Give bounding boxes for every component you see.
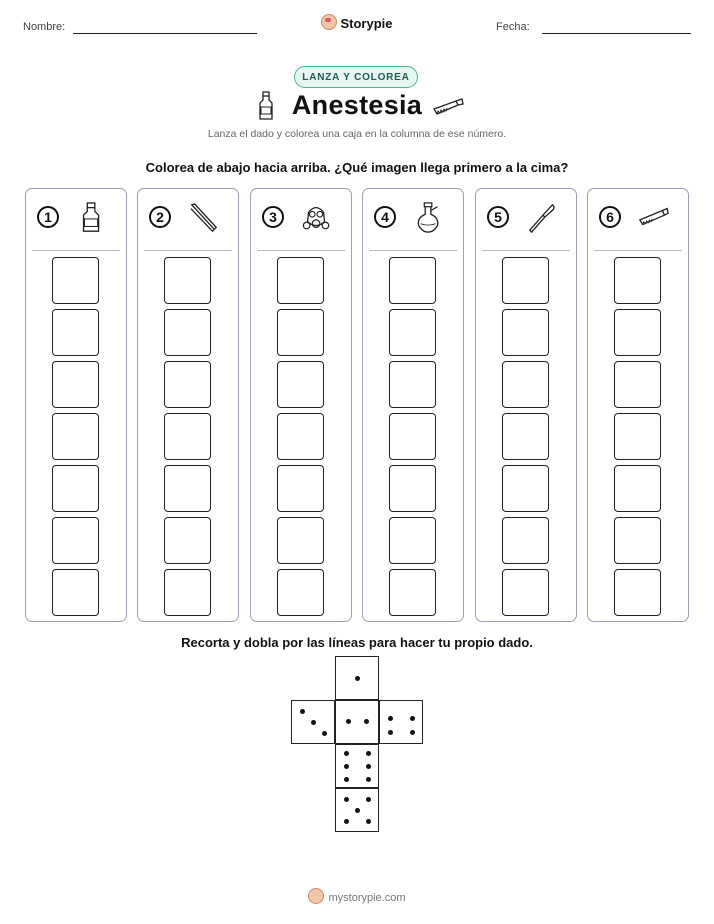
color-box[interactable]	[164, 413, 211, 460]
dice-instruction: Recorta y dobla por las líneas para hacer tu propio dado.	[181, 635, 533, 650]
dice-pip	[366, 819, 371, 824]
color-box[interactable]	[164, 361, 211, 408]
storypie-mascot-icon	[308, 888, 324, 904]
footer	[0, 888, 714, 904]
color-box[interactable]	[277, 361, 324, 408]
color-box[interactable]	[389, 361, 436, 408]
dice-face-1	[335, 656, 379, 700]
bottle-icon	[76, 201, 108, 235]
color-box[interactable]	[614, 413, 661, 460]
saw-icon	[432, 97, 464, 117]
saw-icon	[638, 201, 670, 235]
dice-pip	[344, 777, 349, 782]
scalpel-icon	[526, 201, 558, 235]
dice-pip	[311, 720, 316, 725]
dice-pip	[364, 719, 369, 724]
color-box[interactable]	[614, 569, 661, 616]
column-4	[362, 188, 464, 622]
color-box[interactable]	[502, 309, 549, 356]
color-box[interactable]	[502, 569, 549, 616]
color-box[interactable]	[277, 257, 324, 304]
color-box[interactable]	[502, 361, 549, 408]
gas-mask-icon	[301, 201, 333, 235]
color-box[interactable]	[389, 517, 436, 564]
column-divider	[369, 250, 457, 251]
color-box[interactable]	[277, 309, 324, 356]
column-number: 2	[149, 206, 171, 228]
instruction-text: Colorea de abajo hacia arriba. ¿Qué imagen llega primero a la cima?	[145, 160, 569, 175]
column-number: 5	[487, 206, 509, 228]
dice-face-3	[291, 700, 335, 744]
dice-face-4	[379, 700, 423, 744]
brand-logo	[0, 14, 714, 31]
dice-pip	[366, 764, 371, 769]
color-box[interactable]	[52, 517, 99, 564]
dice-pip	[344, 819, 349, 824]
page-title: Anestesia	[291, 90, 423, 120]
dice-face-6	[335, 744, 379, 788]
dice-pip	[355, 676, 360, 681]
color-box[interactable]	[502, 413, 549, 460]
dice-pip	[388, 716, 393, 721]
footer-url[interactable]: mystorypie.com	[328, 892, 406, 904]
date-line[interactable]	[542, 33, 691, 34]
color-box[interactable]	[277, 569, 324, 616]
color-box[interactable]	[164, 309, 211, 356]
color-box[interactable]	[502, 517, 549, 564]
dice-pip	[410, 716, 415, 721]
dice-pip	[344, 797, 349, 802]
dice-face-5	[335, 788, 379, 832]
name-label: Nombre:	[23, 21, 66, 33]
flask-icon	[413, 201, 445, 235]
color-box[interactable]	[52, 569, 99, 616]
tweezers-icon	[188, 201, 220, 235]
column-5	[475, 188, 577, 622]
color-box[interactable]	[52, 465, 99, 512]
brand-name: Storypie	[340, 16, 393, 31]
dice-pip	[366, 777, 371, 782]
dice-pip	[366, 797, 371, 802]
color-box[interactable]	[614, 309, 661, 356]
column-2	[137, 188, 239, 622]
column-number: 4	[374, 206, 396, 228]
column-1	[25, 188, 127, 622]
color-box[interactable]	[52, 309, 99, 356]
color-box[interactable]	[164, 569, 211, 616]
color-box[interactable]	[52, 257, 99, 304]
column-divider	[594, 250, 682, 251]
activity-badge: LANZA Y COLOREA	[294, 66, 418, 88]
bottle-icon	[257, 91, 275, 121]
color-box[interactable]	[389, 569, 436, 616]
dice-pip	[388, 730, 393, 735]
name-line[interactable]	[73, 33, 257, 34]
color-box[interactable]	[277, 517, 324, 564]
dice-pip	[355, 808, 360, 813]
dice-pip	[410, 730, 415, 735]
dice-pip	[346, 719, 351, 724]
column-number: 6	[599, 206, 621, 228]
color-box[interactable]	[389, 309, 436, 356]
dice-face-2	[335, 700, 379, 744]
color-box[interactable]	[502, 257, 549, 304]
column-divider	[482, 250, 570, 251]
column-number: 1	[37, 206, 59, 228]
date-label: Fecha:	[496, 21, 530, 33]
column-divider	[257, 250, 345, 251]
color-box[interactable]	[389, 465, 436, 512]
color-box[interactable]	[164, 517, 211, 564]
color-box[interactable]	[52, 361, 99, 408]
dice-pip	[322, 731, 327, 736]
color-box[interactable]	[389, 413, 436, 460]
color-box[interactable]	[164, 465, 211, 512]
column-divider	[32, 250, 120, 251]
color-box[interactable]	[389, 257, 436, 304]
color-box[interactable]	[502, 465, 549, 512]
column-3	[250, 188, 352, 622]
color-box[interactable]	[614, 517, 661, 564]
dice-pip	[366, 751, 371, 756]
color-box[interactable]	[614, 465, 661, 512]
dice-pip	[300, 709, 305, 714]
dice-pip	[344, 751, 349, 756]
column-divider	[144, 250, 232, 251]
color-box[interactable]	[614, 257, 661, 304]
column-6	[587, 188, 689, 622]
color-box[interactable]	[277, 413, 324, 460]
color-box[interactable]	[277, 465, 324, 512]
column-number: 3	[262, 206, 284, 228]
dice-pip	[344, 764, 349, 769]
color-box[interactable]	[614, 361, 661, 408]
color-box[interactable]	[164, 257, 211, 304]
subtitle: Lanza el dado y colorea una caja en la columna de ese número.	[207, 128, 507, 140]
storypie-mascot-icon	[321, 14, 337, 30]
color-box[interactable]	[52, 413, 99, 460]
